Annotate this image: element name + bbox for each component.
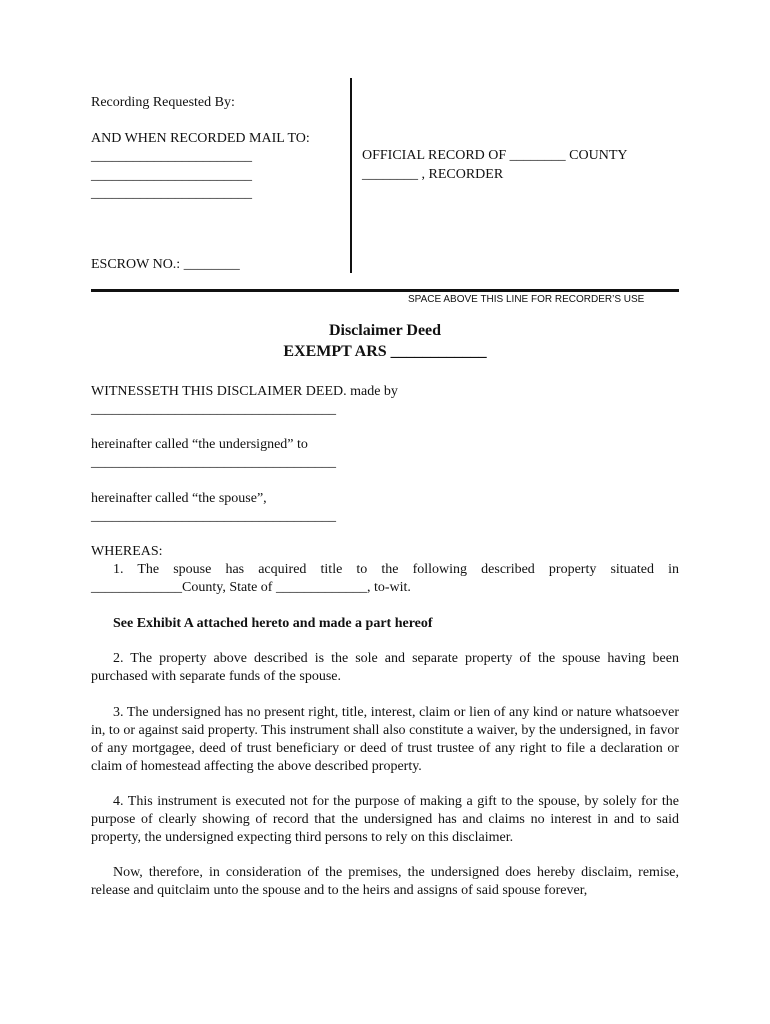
header-vertical-divider <box>350 78 352 273</box>
spouse-blank: ___________________________________ <box>91 509 336 524</box>
recital-item-4: 4. This instrument is executed not for the purpose of making a gift to the spouse, by solely for the purpose of clearly showing of record that the undersigned has and claims no interest in and to said property, the undersigned expecting third persons to rely on this disclaimer. <box>91 794 679 845</box>
mail-to-blank-1: _______________________ <box>91 149 252 164</box>
whereas-heading: WHEREAS: <box>91 544 163 559</box>
witnesseth-blank: ___________________________________ <box>91 402 336 417</box>
recorder-space-divider <box>91 289 679 292</box>
official-record-line-2: ________ , RECORDER <box>362 167 504 182</box>
now-therefore-paragraph: Now, therefore, in consideration of the premises, the undersigned does hereby disclaim, remise, release and quitclaim unto the spouse and to the heirs and assigns of said spouse forever, <box>91 865 679 898</box>
mail-to-label: AND WHEN RECORDED MAIL TO: <box>91 131 310 146</box>
document-title: Disclaimer Deed <box>328 322 442 339</box>
recital-item-1: 1. The spouse has acquired title to the following described property situated in _____________County, State of _____________, to-wit. <box>91 562 679 595</box>
recital-item-2: 2. The property above described is the sole and separate property of the spouse having been purchased with separate funds of the spouse. <box>91 651 679 684</box>
escrow-number: ESCROW NO.: ________ <box>91 257 240 272</box>
document-subtitle: EXEMPT ARS ____________ <box>283 343 487 360</box>
recording-requested-by: Recording Requested By: <box>91 95 235 110</box>
mail-to-blank-3: _______________________ <box>91 186 252 201</box>
undersigned-label: hereinafter called “the undersigned” to <box>91 437 308 452</box>
witnesseth-line: WITNESSETH THIS DISCLAIMER DEED. made by <box>91 384 398 399</box>
spouse-label: hereinafter called “the spouse”, <box>91 491 267 506</box>
recorder-use-note: SPACE ABOVE THIS LINE FOR RECORDER’S USE <box>408 294 645 305</box>
recital-item-3: 3. The undersigned has no present right, title, interest, claim or lien of any kind or nature whatsoever in, to or against said property. This instrument shall also constitute a waiver, by the undersigned, in favor of any mortgagee, deed of trust beneficiary or deed of trust trustee of any right to file a declaration or claim of homestead affecting the above described property. <box>91 705 679 774</box>
official-record-line-1: OFFICIAL RECORD OF ________ COUNTY <box>362 148 628 163</box>
exhibit-reference: See Exhibit A attached hereto and made a part hereof <box>113 616 433 631</box>
undersigned-blank: ___________________________________ <box>91 455 336 470</box>
mail-to-blank-2: _______________________ <box>91 168 252 183</box>
